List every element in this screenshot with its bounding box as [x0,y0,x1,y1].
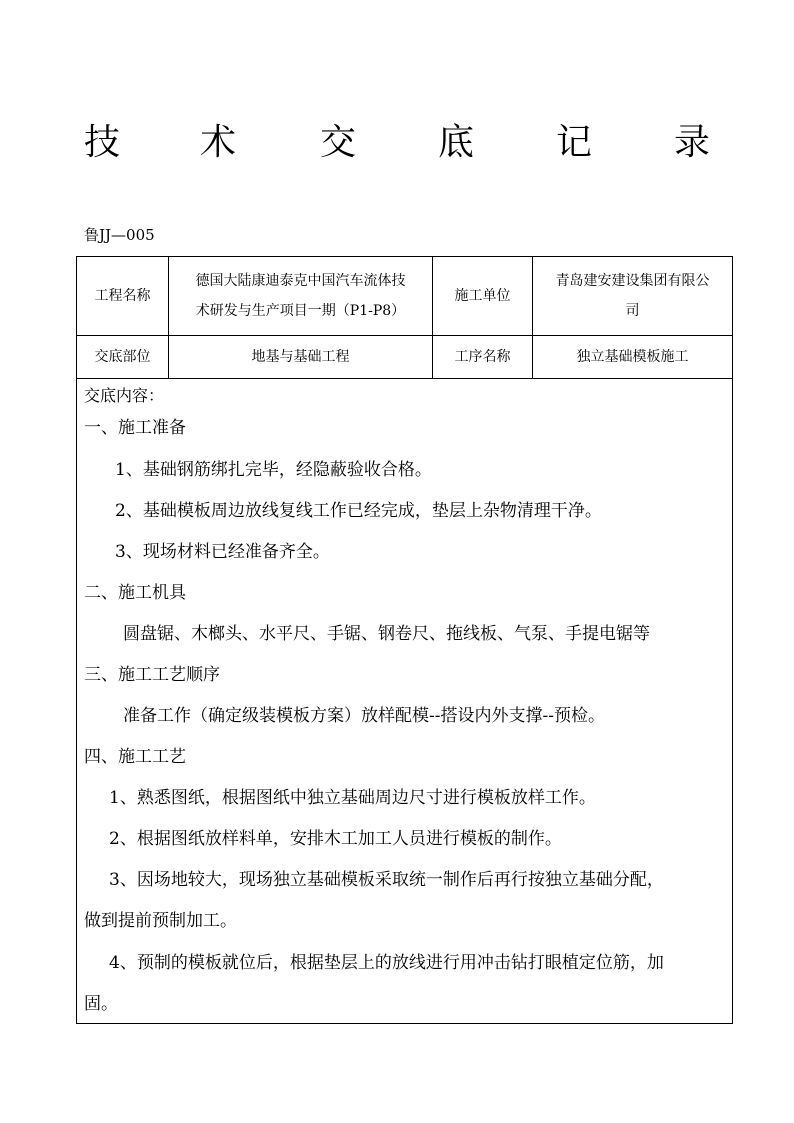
section-title: 二、施工机具 [84,583,186,603]
construction-unit-label: 施工单位 [433,257,533,336]
content-line: 2、根据图纸放样料单，安排木工加工人员进行模板的制作。 [109,829,562,849]
content-line: 1、基础钢筋绑扎完毕，经隐蔽验收合格。 [115,460,432,480]
content-line: 准备工作（确定级装模板方案）放样配模--搭设内外支撑--预检。 [123,706,605,726]
content-intro: 交底内容： [84,386,165,405]
title-char: 录 [674,122,711,163]
title-char: 技 [84,122,121,163]
project-name-line: 术研发与生产项目一期（P1-P8） [195,303,406,319]
construction-unit-value [533,257,733,336]
project-name-label: 工程名称 [77,257,169,336]
table-row [77,257,733,336]
content-line: 做到提前预制加工。 [84,911,237,931]
process-label: 工序名称 [433,336,533,379]
construction-unit-line: 司 [625,303,640,319]
project-name-line: 德国大陆康迪泰克中国汽车流体技 [195,273,406,289]
disclosure-table [76,256,733,1024]
content-line: 4、预制的模板就位后，根据垫层上的放线进行用冲击钻打眼植定位筋，加 [109,953,664,973]
title-char: 记 [556,122,593,163]
content-line: 固。 [84,994,118,1014]
part-label: 交底部位 [77,336,169,379]
content-line: 3、现场材料已经准备齐全。 [115,542,330,562]
section-title: 一、施工准备 [84,418,186,438]
title-char: 术 [200,122,237,163]
section-title: 四、施工工艺 [84,747,186,767]
section-title: 三、施工工艺顺序 [84,665,220,685]
document-code: 鲁JJ—005 [84,226,155,244]
title-char: 底 [438,122,475,163]
content-line: 2、基础模板周边放线复线工作已经完成，垫层上杂物清理干净。 [115,501,602,521]
title-char: 交 [320,122,357,163]
table-row [77,336,733,379]
content-line: 1、熟悉图纸，根据图纸中独立基础周边尺寸进行模板放样工作。 [109,788,596,808]
part-value: 地基与基础工程 [169,336,433,379]
project-name-value [169,257,433,336]
content-line: 3、因场地较大，现场独立基础模板采取统一制作后再行按独立基础分配， [109,870,664,890]
content-line: 圆盘锯、木榔头、水平尺、手锯、钢卷尺、拖线板、气泵、手提电锯等 [123,624,650,644]
document-title [0,118,794,168]
construction-unit-line: 青岛建安建设集团有限公 [555,273,710,289]
table-row [77,379,733,1024]
disclosure-content [77,379,733,1024]
process-value: 独立基础模板施工 [533,336,733,379]
